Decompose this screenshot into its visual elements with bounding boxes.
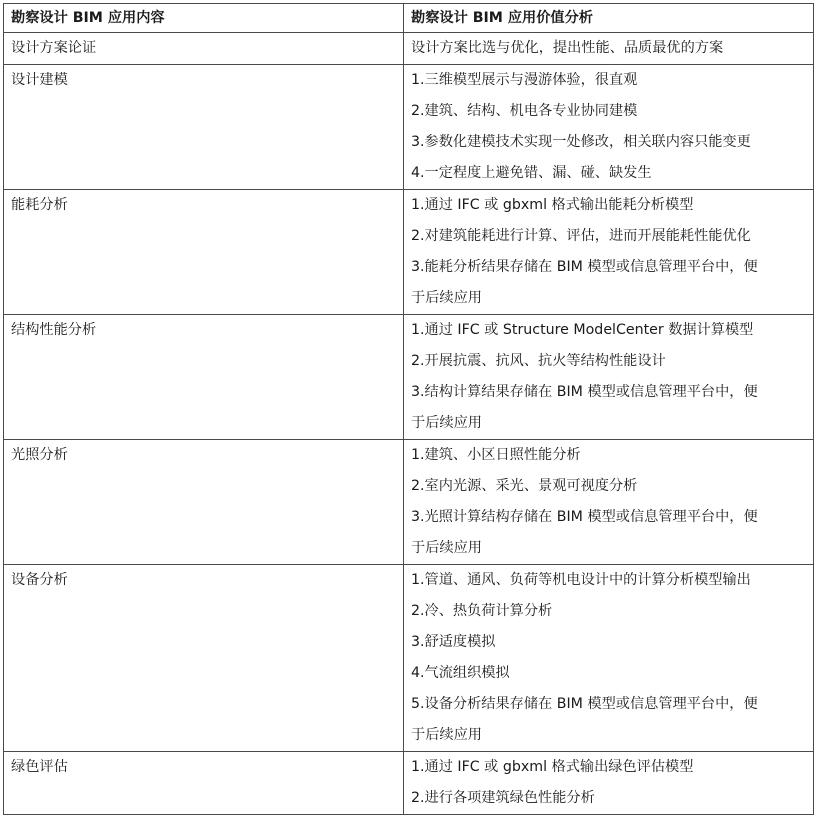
value-line: 1.管道、通风、负荷等机电设计中的计算分析模型输出 [411, 572, 751, 588]
row-label-equipment-analysis [4, 565, 404, 752]
row-value-green-assessment [404, 752, 814, 815]
cell-text: 能耗分析 [11, 197, 68, 213]
table-row [4, 565, 814, 752]
value-line: 3.结构计算结果存储在 BIM 模型或信息管理平台中，便 [411, 384, 758, 400]
value-line: 1.通过 IFC 或 Structure ModelCenter 数据计算模型 [411, 322, 754, 338]
table-row [4, 190, 814, 315]
value-line: 4.一定程度上避免错、漏、碰、缺发生 [411, 165, 652, 181]
cell-text: 设备分析 [11, 572, 68, 588]
row-label-green-assessment [4, 752, 404, 815]
table-row [4, 315, 814, 440]
value-line: 3.光照计算结构存储在 BIM 模型或信息管理平台中，便 [411, 509, 758, 525]
value-line: 于后续应用 [411, 415, 482, 431]
row-value-design-modeling [404, 65, 814, 190]
value-line: 1.通过 IFC 或 gbxml 格式输出绿色评估模型 [411, 759, 694, 775]
value-line: 1.三维模型展示与漫游体验，很直观 [411, 72, 638, 88]
value-line: 2.对建筑能耗进行计算、评估，进而开展能耗性能优化 [411, 228, 751, 244]
value-line: 3.舒适度模拟 [411, 634, 496, 650]
row-label-structural-analysis [4, 315, 404, 440]
row-label-design-scheme [4, 33, 404, 65]
row-value-design-scheme [404, 33, 814, 65]
row-value-structural-analysis [404, 315, 814, 440]
value-line: 2.进行各项建筑绿色性能分析 [411, 790, 595, 806]
value-line: 于后续应用 [411, 540, 482, 556]
cell-text: 光照分析 [11, 447, 68, 463]
row-value-energy-analysis [404, 190, 814, 315]
bim-application-table [3, 3, 814, 815]
row-value-lighting-analysis [404, 440, 814, 565]
table-body [4, 33, 814, 815]
value-line: 于后续应用 [411, 727, 482, 743]
cell-text: 设计建模 [11, 72, 68, 88]
row-label-design-modeling [4, 65, 404, 190]
value-line: 2.室内光源、采光、景观可视度分析 [411, 478, 638, 494]
value-line: 1.通过 IFC 或 gbxml 格式输出能耗分析模型 [411, 197, 694, 213]
header-application-content: 勘察设计 BIM 应用内容 [4, 4, 404, 33]
value-line: 2.建筑、结构、机电各专业协同建模 [411, 103, 638, 119]
table-row [4, 65, 814, 190]
row-label-lighting-analysis [4, 440, 404, 565]
cell-text: 设计方案论证 [11, 40, 97, 56]
header-row [4, 4, 814, 33]
value-line: 5.设备分析结果存储在 BIM 模型或信息管理平台中，便 [411, 696, 758, 712]
table-row [4, 440, 814, 565]
table-header [4, 4, 814, 33]
value-line: 4.气流组织模拟 [411, 665, 510, 681]
value-line: 3.参数化建模技术实现一处修改，相关联内容只能变更 [411, 134, 751, 150]
header-value-analysis: 勘察设计 BIM 应用价值分析 [404, 4, 814, 33]
value-line: 设计方案比选与优化，提出性能、品质最优的方案 [411, 40, 724, 56]
cell-text: 绿色评估 [11, 759, 68, 775]
value-line: 1.建筑、小区日照性能分析 [411, 447, 581, 463]
value-line: 2.开展抗震、抗风、抗火等结构性能设计 [411, 353, 666, 369]
value-line: 3.能耗分析结果存储在 BIM 模型或信息管理平台中，便 [411, 259, 758, 275]
row-value-equipment-analysis [404, 565, 814, 752]
value-line: 于后续应用 [411, 290, 482, 306]
row-label-energy-analysis [4, 190, 404, 315]
value-line: 2.冷、热负荷计算分析 [411, 603, 553, 619]
table-row [4, 33, 814, 65]
table-row [4, 752, 814, 815]
cell-text: 结构性能分析 [11, 322, 97, 338]
